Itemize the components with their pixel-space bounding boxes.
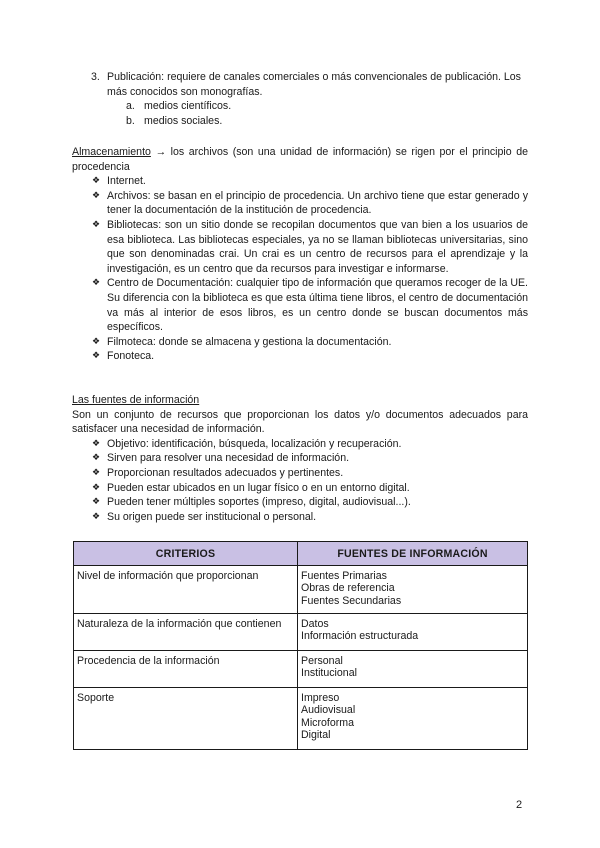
criterio-cell: Nivel de información que proporcionan [74,566,298,614]
bullet-item [72,349,528,364]
almacenamiento-section [72,145,528,364]
bullet-text: Proporcionan resultados adecuados y pertinentes. [107,466,344,479]
bullet-item [72,335,528,350]
bullet-text: Bibliotecas: son un sitio donde se recopilan documentos que van bien a los usuarios de esa biblioteca. Las bibliotecas especiales, ya no se llaman bibliotecas universitarias, sino que son denominadas crai. Un crai es un centro de recursos para el aprendizaje y la investigación, es un centro que da recursos para investigar e informarse. [107,218,528,275]
table-header-row [74,542,528,566]
diamond-bullet-icon: ❖ [92,482,101,493]
section-heading: Almacenamiento [72,146,151,158]
fuente-line: Impreso [301,692,340,704]
diamond-bullet-icon: ❖ [92,497,101,508]
diamond-bullet-icon: ❖ [92,219,101,230]
fuente-line: Fuentes Primarias [301,570,387,582]
almacenamiento-bullets [72,174,528,364]
header-criterios: CRITERIOS [74,542,298,566]
criterios-table [73,541,528,750]
diamond-bullet-icon: ❖ [92,438,101,449]
sub-label: a. [126,100,135,113]
bullet-item [72,218,528,276]
fuente-line: Fuentes Secundarias [301,594,402,607]
bullet-item [72,466,528,481]
bullet-text: Centro de Documentación: cualquier tipo de información que queramos recoger de la UE. Su diferencia con la biblioteca es que esta última tiene libros, el centro de documentación va más al interior de esos libros, es un centro donde se buscan documentos más específicos. [107,277,528,334]
almacenamiento-intro [72,145,528,174]
header-fuentes: FUENTES DE INFORMACIÓN [298,542,528,566]
bullet-item [72,495,528,510]
table-row [74,614,528,651]
fuente-line: Digital [301,729,331,742]
sub-list-item [123,114,528,129]
arrow-icon: → [155,146,167,158]
fuente-line: Obras de referencia [301,582,395,595]
diamond-bullet-icon: ❖ [92,176,101,187]
fuentes-bullets [72,437,528,525]
sub-list [72,99,528,128]
sub-list-item [123,99,528,114]
bullet-item [72,510,528,525]
bullet-text: Fonoteca. [107,350,155,363]
sub-text: medios científicos. [144,100,232,113]
bullet-item [72,451,528,466]
fuentes-cell [298,566,528,614]
fuente-line: Personal [301,655,343,667]
diamond-bullet-icon: ❖ [92,453,101,464]
fuente-line: Datos [301,618,329,630]
bullet-item [72,276,528,334]
fuente-line: Institucional [301,667,357,680]
table-row [74,688,528,750]
intro-text: los archivos (son una unidad de información) se rigen por el principio de procedencia [72,146,528,173]
bullet-item [72,189,528,218]
sub-text: medios sociales. [144,114,223,127]
table-row [74,651,528,688]
diamond-bullet-icon: ❖ [92,190,101,201]
diamond-bullet-icon: ❖ [92,511,101,522]
fuentes-intro: Son un conjunto de recursos que proporcionan los datos y/o documentos adecuados para satisfacer una necesidad de información. [72,408,528,436]
bullet-item [72,174,528,189]
numbered-list [72,70,528,128]
fuentes-cell [298,651,528,688]
list-item-text: Publicación: requiere de canales comerciales o más convencionales de publicación. Los más conocidos son monografías. [107,71,521,98]
fuentes-section [72,393,528,524]
page-number: 2 [516,799,523,811]
bullet-item [72,481,528,496]
fuentes-cell [298,614,528,651]
bullet-text: Objetivo: identificación, búsqueda, localización y recuperación. [107,437,402,450]
sub-label: b. [126,114,135,127]
criterio-cell: Soporte [74,688,298,750]
diamond-bullet-icon: ❖ [92,351,101,362]
fuente-line: Microforma [301,716,354,729]
bullet-text: Filmoteca: donde se almacena y gestiona la documentación. [107,335,392,348]
table-row [74,566,528,614]
bullet-text: Archivos: se basan en el principio de procedencia. Un archivo tiene que estar generado y tener la documentación de la institución de procedencia. [107,189,528,217]
fuente-line: Audiovisual [301,704,356,717]
diamond-bullet-icon: ❖ [92,336,101,347]
fuentes-cell [298,688,528,750]
list-number: 3. [91,71,100,83]
heading-text: Las fuentes de información [72,394,200,406]
diamond-bullet-icon: ❖ [92,278,101,289]
bullet-text: Internet. [107,175,146,188]
list-item-3 [72,70,528,99]
bullet-item [72,437,528,452]
diamond-bullet-icon: ❖ [92,467,101,478]
bullet-text: Su origen puede ser institucional o personal. [107,510,317,523]
criterio-cell: Procedencia de la información [74,651,298,688]
fuente-line: Información estructurada [301,630,419,643]
bullet-text: Pueden tener múltiples soportes (impreso, digital, audiovisual...). [107,496,411,509]
section-heading [72,393,528,408]
criterio-cell: Naturaleza de la información que contienen [74,614,298,651]
bullet-text: Sirven para resolver una necesidad de información. [107,452,350,465]
bullet-text: Pueden estar ubicados en un lugar físico o en un entorno digital. [107,481,410,494]
